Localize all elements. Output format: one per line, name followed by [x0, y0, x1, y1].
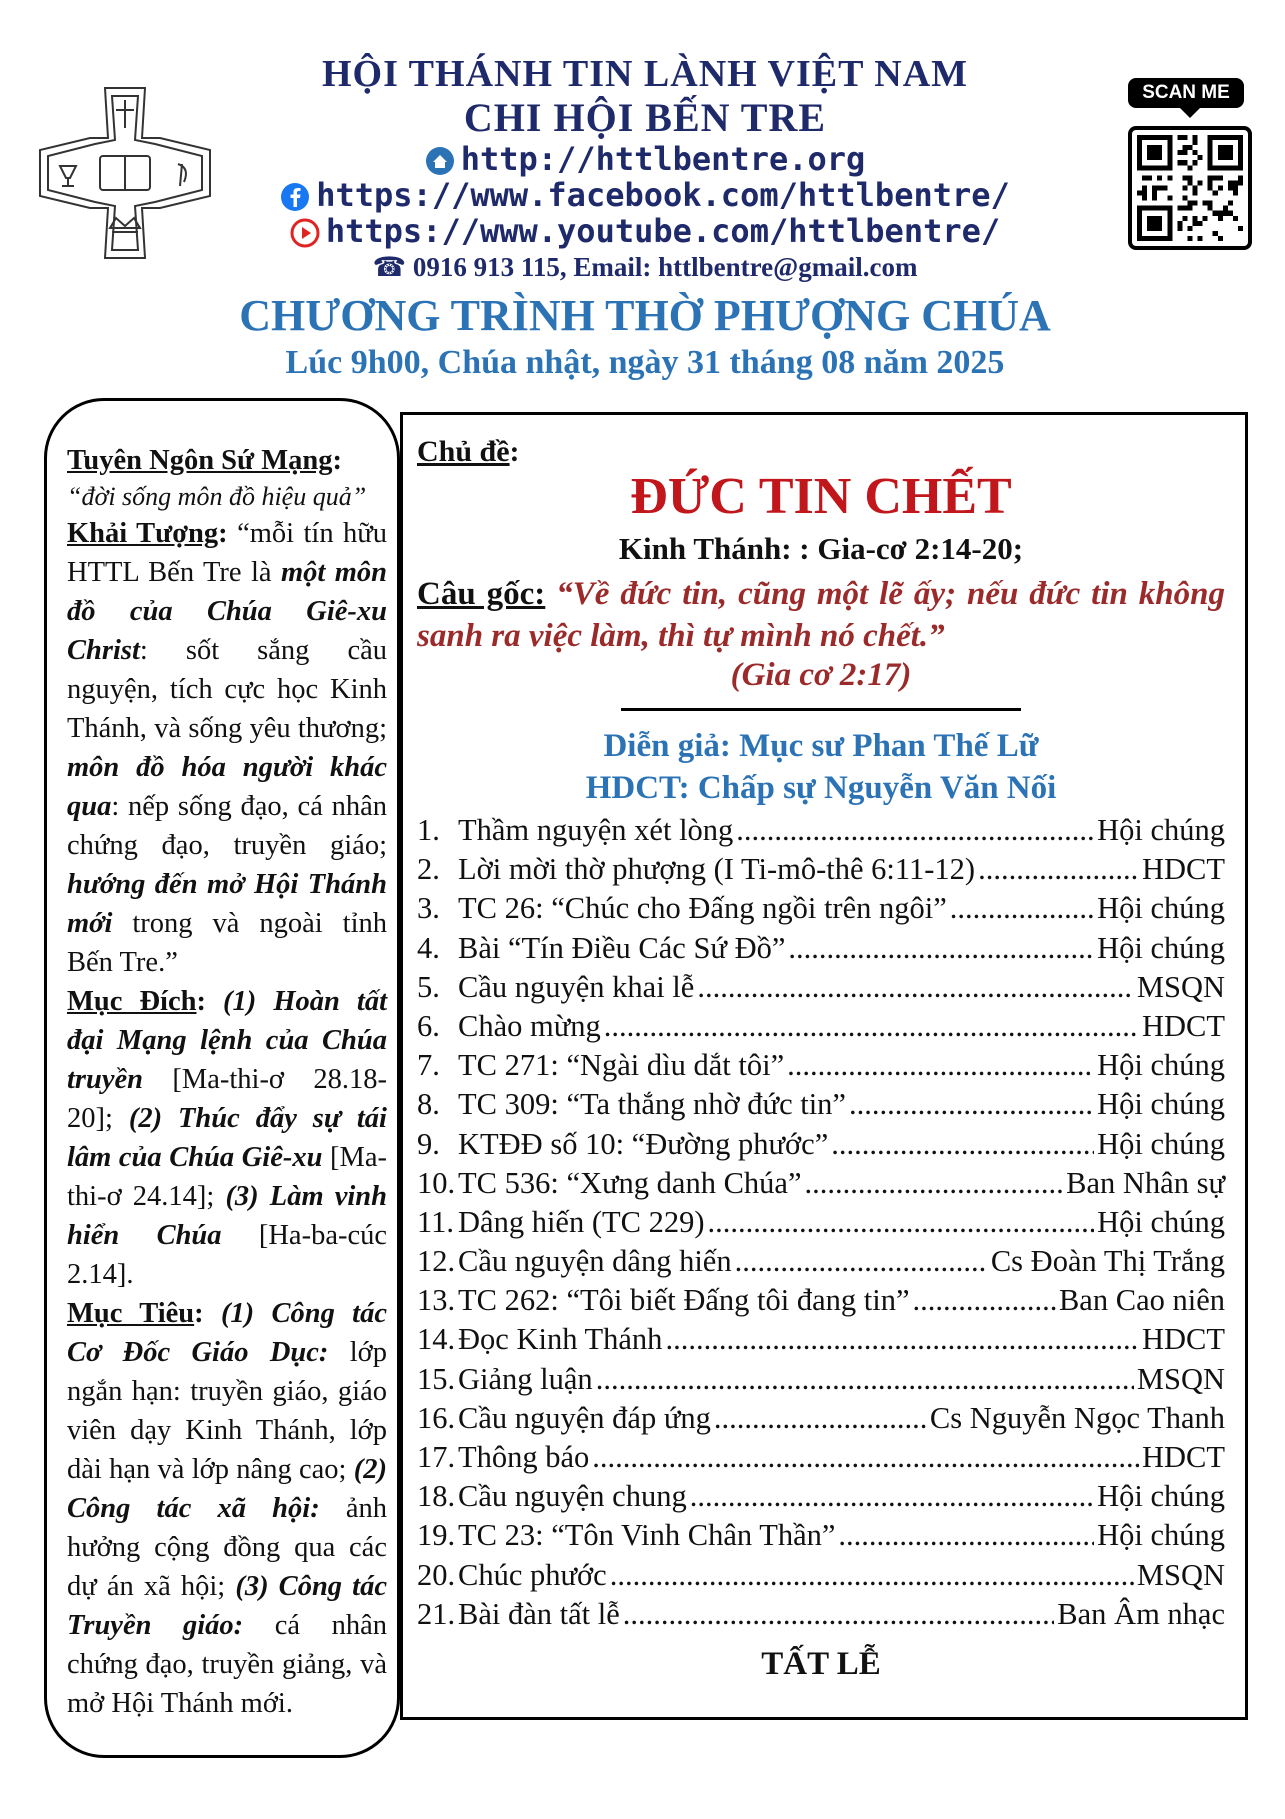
leader-dots [788, 931, 1094, 966]
service-item [417, 931, 1225, 970]
leader-dots [912, 1283, 1055, 1318]
service-item-leader: HDCT [1141, 1008, 1225, 1043]
divider [621, 708, 1021, 711]
service-item-leader: Ban Cao niên [1058, 1283, 1225, 1318]
vision-label: Khải Tượng [67, 518, 219, 549]
vision-emph-3: hướng đến mở Hội Thánh mới [67, 869, 387, 939]
branch-name: CHI HỘI BẾN TRE [463, 95, 827, 140]
service-item [417, 1440, 1225, 1479]
service-item-leader: Ban Âm nhạc [1057, 1596, 1225, 1631]
youtube-link[interactable]: https://www.youtube.com/httlbentre/ [325, 212, 1001, 250]
service-item-number: 6. [417, 1008, 440, 1043]
leader-dots [610, 1558, 1134, 1593]
service-item-title: Thông báo [458, 1440, 590, 1474]
service-item [417, 1597, 1225, 1636]
service-item-title: TC 262: “Tôi biết Đấng tôi đang tin” [458, 1283, 910, 1318]
service-item-title: Thầm nguyện xét lòng [458, 813, 734, 847]
service-item-title: TC 271: “Ngài dìu dắt tôi” [458, 1048, 785, 1083]
service-item-title: Giảng luận [458, 1361, 593, 1396]
qr-code[interactable] [1128, 126, 1252, 250]
service-item [417, 1479, 1225, 1518]
contact-info: 0916 913 115, Email: httlbentre@gmail.com [412, 252, 918, 282]
service-item-leader: Hội chúng [1097, 813, 1225, 847]
website-link[interactable]: http://httlbentre.org [460, 140, 866, 178]
service-item [417, 1518, 1225, 1557]
vision-text-1: “mỗi tín hữu HTTL Bến Tre là [67, 518, 387, 588]
purpose-emph-2: (2) Thúc đẩy sự tái lâm của Chúa Giê-xu [67, 1103, 387, 1173]
mission-declaration-label: Tuyên Ngôn Sứ Mạng [67, 445, 333, 476]
service-item-leader: Ban Nhân sự [1066, 1165, 1225, 1200]
goal-text-1: lớp ngắn hạn: truyền giáo, giáo viên dạy Kinh Thánh, lớp dài hạn và lớp nâng cao; [67, 1337, 387, 1485]
leader-dots [838, 1518, 1094, 1553]
service-item-number: 21. [417, 1596, 456, 1631]
service-item-leader: Cs Đoàn Thị Trắng [990, 1244, 1225, 1279]
leader-dots [950, 891, 1094, 926]
goal-emph-1: (1) Công tác Cơ Đốc Giáo Dục: [67, 1298, 387, 1368]
service-item-number: 5. [417, 969, 440, 1004]
service-item-title: Chào mừng [458, 1008, 601, 1043]
key-verse-text: “Về đức tin, cũng một lẽ ấy; nếu đức tin không sanh ra việc làm, thì tự mình nó chết.” [417, 576, 1226, 654]
website-row [230, 140, 1060, 178]
service-item-number: 11. [417, 1204, 454, 1239]
leader-dots [736, 813, 1094, 848]
purpose-ref-2: [Ma-thi-ơ 24.14]; [67, 1142, 387, 1212]
service-item-title: Cầu nguyện dâng hiến [458, 1244, 732, 1279]
church-cross-logo [30, 78, 220, 268]
service-item-number: 13. [417, 1283, 456, 1318]
purpose-label: Mục Đích [67, 986, 197, 1017]
service-item-title: Bài “Tín Điều Các Sứ Đồ” [458, 930, 786, 965]
service-item [417, 970, 1225, 1009]
leader-dots [831, 1127, 1094, 1162]
service-item [417, 1166, 1225, 1205]
scan-me-badge: SCAN ME [1128, 78, 1244, 108]
service-item-leader: MSQN [1136, 1361, 1225, 1396]
service-item-leader: Hội chúng [1097, 1518, 1225, 1553]
service-item-title: Bài đàn tất lễ [458, 1596, 620, 1631]
service-item-leader: Hội chúng [1097, 891, 1225, 926]
program-panel: Chủ đề: ĐỨC TIN CHẾT Kinh Thánh: : Gia-cơ 2:14-20; Câu gốc: “Về đức tin, cũng một lẽ ấy; nếu đức tin không sanh ra việc làm, thì tự mình nó chết.” (Gia cơ 2:17) Diễn giả: Mục sư Phan Thế Lữ HDCT: Chấp sự Nguyễn Văn Nối 1. Thầm nguyện xét lòng ..... Hội chúng 2. Lời mời thờ phượng (I Ti-mô-thê 6:11-12) ..... HDCT 3. TC 26: “Chúc cho Đấng ngồi trên ngôi” ..... Hội chúng 4. Bài “Tín Điều Các Sứ Đồ” ..... Hội chúng 5. Cầu nguyện khai lễ ..... MSQN 6. Chào mừng ..... HDCT 7. TC 271: “Ngài dìu dắt tôi” ..... Hội chúng 8. TC 309: “Ta thắng nhờ đức tin” ..... Hội chúng 9. KTĐĐ số 10: “Đường phước” ..... Hội chúng 10. TC 536: “Xưng danh Chúa” ..... Ban Nhân sự 11. Dâng hiến (TC 229) ..... Hội chúng 12. Cầu nguyện dâng hiến ..... Cs Đoàn Thị Trắng 13. TC 262: “Tôi biết Đấng tôi đang tin” ..... Ban Cao niên 14. Đọc Kinh Thánh ..... HDCT 15. Giảng luận ..... MSQN 16. Cầu nguyện đáp ứng ..... Cs Nguyễn Ngọc Thanh 17. Thông báo ..... HDCT 18. Cầu nguyện chung ..... Hội chúng 19. TC 23: “Tôn Vinh Chân Thần” ..... Hội chúng 20. Chúc phước ..... MSQN 21. Bài đàn tất lễ ..... Ban Âm nhạc TẤT LỄ [400, 412, 1248, 1720]
service-item-number: 18. [417, 1479, 456, 1514]
goal-emph-3: (3) Công tác Truyền giáo: [67, 1571, 387, 1641]
key-verse [417, 573, 1225, 657]
service-item-number: 8. [417, 1087, 440, 1122]
facebook-icon [280, 182, 310, 212]
service-item-leader: MSQN [1136, 1557, 1225, 1592]
mission-declaration-text: “đời sống môn đồ hiệu quả” [67, 482, 367, 511]
leader-dots [596, 1362, 1134, 1397]
program-title: CHƯƠNG TRÌNH THỜ PHƯỢNG CHÚA [239, 291, 1051, 340]
service-item-title: Cầu nguyện đáp ứng [458, 1400, 711, 1435]
leader-dots [978, 852, 1139, 887]
service-item-title: KTĐĐ số 10: “Đường phước” [458, 1126, 829, 1161]
service-item [417, 1205, 1225, 1244]
service-item [417, 1558, 1225, 1597]
speaker: Diễn giả: Mục sư Phan Thế Lữ [603, 728, 1039, 764]
service-item-number: 19. [417, 1518, 456, 1553]
service-item-leader: MSQN [1136, 969, 1225, 1004]
leader-dots [849, 1087, 1094, 1122]
phone-icon: ☎ [372, 252, 407, 283]
leader-dots [690, 1479, 1094, 1514]
leader-dots [735, 1244, 988, 1279]
service-item-title: Chúc phước [458, 1557, 607, 1592]
service-item-leader: Hội chúng [1097, 1204, 1225, 1239]
service-item-number: 20. [417, 1557, 456, 1592]
closing-text: TẤT LỄ [761, 1645, 881, 1682]
service-item-leader: Hội chúng [1097, 930, 1225, 965]
mission-panel: Tuyên Ngôn Sứ Mạng: “đời sống môn đồ hiệu quả” Khải Tượng: “mỗi tín hữu HTTL Bến Tre là một môn đồ của Chúa Giê-xu Christ: sốt sắng cầu nguyện, tích cực học Kinh Thánh, và sống yêu thương; môn đồ hóa người khác qua: nếp sống đạo, cá nhân chứng đạo, truyền giáo; hướng đến mở Hội Thánh mới trong và ngoài tỉnh Bến Tre.” Mục Đích: (1) Hoàn tất đại Mạng lệnh của Chúa truyền [Ma-thi-ơ 28.18-20]; (2) Thúc đẩy sự tái lâm của Chúa Giê-xu [Ma-thi-ơ 24.14]; (3) Làm vinh hiển Chúa [Ha-ba-cúc 2.14]. Mục Tiêu: (1) Công tác Cơ Đốc Giáo Dục: lớp ngắn hạn: truyền giáo, giáo viên dạy Kinh Thánh, lớp dài hạn và lớp nâng cao; (2) Công tác xã hội: ảnh hưởng cộng đồng qua các dự án xã hội; (3) Công tác Truyền giáo: cá nhân chứng đạo, truyền giảng, và mở Hội Thánh mới. [44, 398, 400, 1758]
purpose-paragraph: Mục Đích: (1) Hoàn tất đại Mạng lệnh của Chúa truyền [Ma-thi-ơ 28.18-20]; (2) Thúc đẩy sự tái lâm của Chúa Giê-xu [Ma-thi-ơ 24.14]; (3) Làm vinh hiển Chúa [Ha-ba-cúc 2.14]. [67, 986, 388, 1290]
leader-dots [592, 1440, 1139, 1475]
service-item-number: 2. [417, 852, 440, 887]
service-item-leader: Hội chúng [1097, 1126, 1225, 1161]
service-item-number: 14. [417, 1322, 456, 1357]
service-item [417, 813, 1225, 852]
facebook-row [230, 176, 1060, 214]
theme-label: Chủ đề [417, 435, 510, 468]
service-item-title: TC 23: “Tôn Vinh Chân Thần” [458, 1518, 836, 1553]
service-item-leader: HDCT [1141, 852, 1225, 887]
vision-text-4: trong và ngoài tỉnh Bến Tre.” [67, 908, 387, 978]
service-item [417, 1009, 1225, 1048]
order-of-service [417, 813, 1225, 1636]
service-item-number: 16. [417, 1400, 456, 1435]
service-item [417, 1322, 1225, 1361]
service-item-leader: Hội chúng [1097, 1087, 1225, 1122]
service-item [417, 1401, 1225, 1440]
service-item [417, 1362, 1225, 1401]
service-item-leader: Hội chúng [1097, 1048, 1225, 1083]
service-item [417, 891, 1225, 930]
leader-dots [623, 1597, 1055, 1632]
home-icon [425, 146, 455, 176]
purpose-ref-1: [Ma-thi-ơ 28.18-20]; [67, 1064, 387, 1134]
service-item [417, 1087, 1225, 1126]
host: HDCT: Chấp sự Nguyễn Văn Nối [585, 770, 1057, 806]
service-item-leader: Cs Nguyễn Ngọc Thanh [929, 1400, 1225, 1435]
service-item-title: TC 309: “Ta thắng nhờ đức tin” [458, 1087, 846, 1122]
leader-dots [697, 970, 1134, 1005]
service-item [417, 852, 1225, 891]
service-item-leader: HDCT [1141, 1322, 1225, 1357]
goal-paragraph: Mục Tiêu: (1) Công tác Cơ Đốc Giáo Dục: lớp ngắn hạn: truyền giáo, giáo viên dạy Kinh Thánh, lớp dài hạn và lớp nâng cao; (2) Công tác xã hội: ảnh hưởng cộng đồng qua các dự án xã hội; (3) Công tác Truyền giáo: cá nhân chứng đạo, truyền giảng, và mở Hội Thánh mới. [67, 1298, 388, 1719]
youtube-row [230, 212, 1060, 250]
service-item-number: 1. [417, 813, 440, 847]
key-verse-reference: (Gia cơ 2:17) [730, 657, 912, 693]
service-item [417, 1048, 1225, 1087]
service-item-leader: Hội chúng [1097, 1479, 1225, 1514]
service-item-number: 15. [417, 1361, 456, 1396]
service-item-title: Đọc Kinh Thánh [458, 1322, 663, 1357]
theme-title: ĐỨC TIN CHẾT [630, 468, 1012, 525]
org-name: HỘI THÁNH TIN LÀNH VIỆT NAM [321, 53, 969, 95]
service-item-number: 4. [417, 930, 440, 965]
leader-dots [604, 1009, 1139, 1044]
service-item [417, 1127, 1225, 1166]
service-item [417, 1283, 1225, 1322]
youtube-icon [290, 218, 320, 248]
leader-dots [805, 1166, 1064, 1201]
service-item-number: 3. [417, 891, 440, 926]
service-item-title: TC 26: “Chúc cho Đấng ngồi trên ngôi” [458, 891, 947, 926]
leader-dots [714, 1401, 927, 1436]
vision-paragraph: Khải Tượng: “mỗi tín hữu HTTL Bến Tre là một môn đồ của Chúa Giê-xu Christ: sốt sắng cầu nguyện, tích cực học Kinh Thánh, và sống yêu thương; môn đồ hóa người khác qua: nếp sống đạo, cá nhân chứng đạo, truyền giáo; hướng đến mở Hội Thánh mới trong và ngoài tỉnh Bến Tre.” [67, 518, 387, 978]
purpose-emph-1: (1) Hoàn tất đại Mạng lệnh của Chúa truyền [67, 986, 387, 1095]
purpose-ref-3: [Ha-ba-cúc 2.14]. [67, 1220, 388, 1290]
facebook-link[interactable]: https://www.facebook.com/httlbentre/ [316, 176, 1010, 214]
service-item-number: 10. [417, 1165, 456, 1200]
service-item-title: TC 536: “Xưng danh Chúa” [458, 1165, 802, 1200]
service-item-title: Cầu nguyện chung [458, 1479, 687, 1514]
qr-block [1128, 78, 1248, 250]
service-item-number: 9. [417, 1126, 440, 1161]
vision-text-3: : nếp sống đạo, cá nhân chứng đạo, truyền giáo; [67, 791, 387, 861]
service-datetime: Lúc 9h00, Chúa nhật, ngày 31 tháng 08 năm 2025 [285, 344, 1005, 381]
service-item [417, 1244, 1225, 1283]
goal-emph-2: (2) Công tác xã hội: [67, 1454, 387, 1524]
leader-dots [787, 1048, 1094, 1083]
key-verse-label: Câu gốc: [417, 576, 546, 612]
service-item-number: 7. [417, 1048, 440, 1083]
service-item-title: Dâng hiến (TC 229) [458, 1204, 705, 1239]
goal-label: Mục Tiêu [67, 1298, 195, 1329]
service-item-leader: HDCT [1141, 1440, 1225, 1474]
service-item-title: Cầu nguyện khai lễ [458, 969, 695, 1004]
contact-row [230, 252, 1060, 283]
service-item-title: Lời mời thờ phượng (I Ti-mô-thê 6:11-12) [458, 852, 976, 887]
purpose-emph-3: (3) Làm vinh hiển Chúa [67, 1181, 388, 1251]
leader-dots [708, 1205, 1095, 1240]
vision-text-2: : sốt sắng cầu nguyện, tích cực học Kinh Thánh, và sống yêu thương; [67, 635, 387, 744]
vision-emph-1: một môn đồ của Chúa Giê-xu Christ [67, 557, 387, 666]
vision-emph-2: môn đồ hóa người khác qua [67, 752, 387, 822]
leader-dots [665, 1322, 1139, 1357]
service-item-number: 12. [417, 1244, 456, 1279]
goal-text-2: ảnh hưởng cộng đồng qua các dự án xã hội; [67, 1493, 388, 1602]
goal-text-3: cá nhân chứng đạo, truyền giảng, và mở Hội Thánh mới. [67, 1610, 387, 1719]
scripture-reading: Kinh Thánh: : Gia-cơ 2:14-20; [618, 531, 1024, 566]
service-item-number: 17. [417, 1440, 456, 1474]
